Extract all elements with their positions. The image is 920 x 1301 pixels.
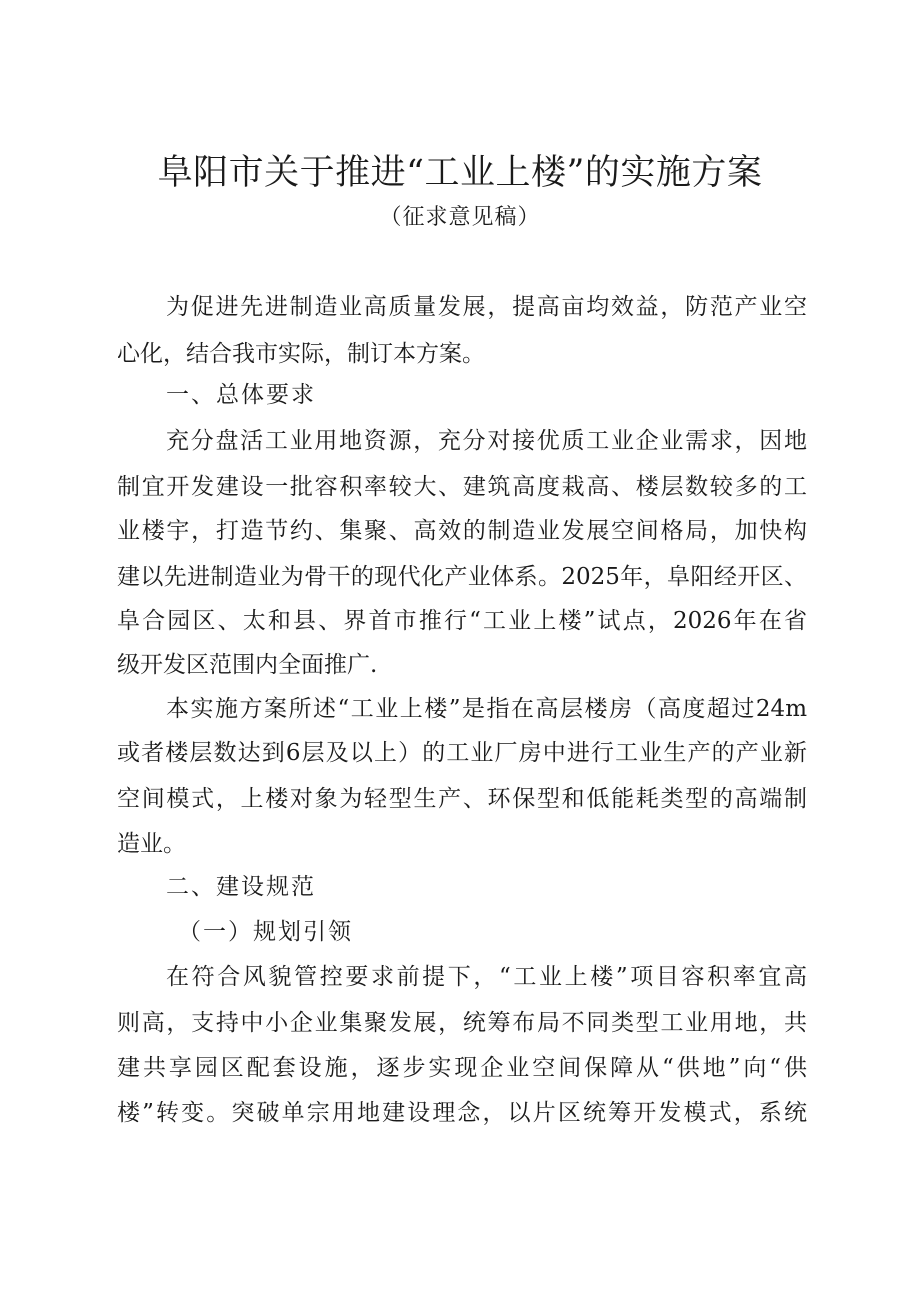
- section-1-para-1-line-6: 级开发区范围内全面推广.: [117, 652, 378, 678]
- section-2-sub-1-line-4: 楼”转变。突破单宗用地建设理念，以片区统筹开发模式，系统: [117, 1100, 807, 1126]
- intro-line-1: 为促进先进制造业高质量发展，提高亩均效益，防范产业空: [166, 294, 807, 320]
- section-1-para-1-line-5: 阜合园区、太和县、界首市推行“工业上楼”试点，2026年在省: [117, 608, 807, 634]
- section-2-sub-1-line-3: 建共享园区配套设施，逐步实现企业空间保障从“供地”向“供: [117, 1055, 807, 1081]
- section-1-para-1-line-1: 充分盘活工业用地资源，充分对接优质工业企业需求，因地: [166, 428, 807, 454]
- section-2-sub-1-line-2: 则高，支持中小企业集聚发展，统筹布局不同类型工业用地，共: [117, 1010, 807, 1036]
- section-1-para-2-line-2: 或者楼层数达到6层及以上）的工业厂房中进行工业生产的产业新: [117, 740, 807, 766]
- section-1-para-1-line-3: 业楼宇，打造节约、集聚、高效的制造业发展空间格局，加快构: [117, 518, 807, 544]
- section-2-sub-1-line-1: 在符合风貌管控要求前提下，“工业上楼”项目容积率宜高: [166, 964, 807, 990]
- document-subtitle: （征求意见稿）: [379, 205, 541, 230]
- section-1-para-2-line-1: 本实施方案所述“工业上楼”是指在高层楼房（高度超过24m: [166, 696, 807, 722]
- section-2-heading: 二、建设规范: [166, 874, 316, 900]
- document-title: 阜阳市关于推进“工业上楼”的实施方案: [157, 153, 763, 193]
- intro-line-2: 心化，结合我市实际，制订本方案。: [117, 341, 485, 367]
- section-1-para-1-line-4: 建以先进制造业为骨干的现代化产业体系。2025年，阜阳经开区、: [117, 564, 807, 590]
- section-1-para-1-line-2: 制宜开发建设一批容积率较大、建筑高度栽高、楼层数较多的工: [117, 474, 807, 500]
- section-1-heading: 一、总体要求: [166, 382, 316, 408]
- section-1-para-2-line-4: 造业。: [117, 831, 186, 857]
- section-2-sub-1-heading: （一）规划引领: [178, 919, 353, 945]
- section-1-para-2-line-3: 空间模式，上楼对象为轻型生产、环保型和低能耗类型的高端制: [117, 786, 807, 812]
